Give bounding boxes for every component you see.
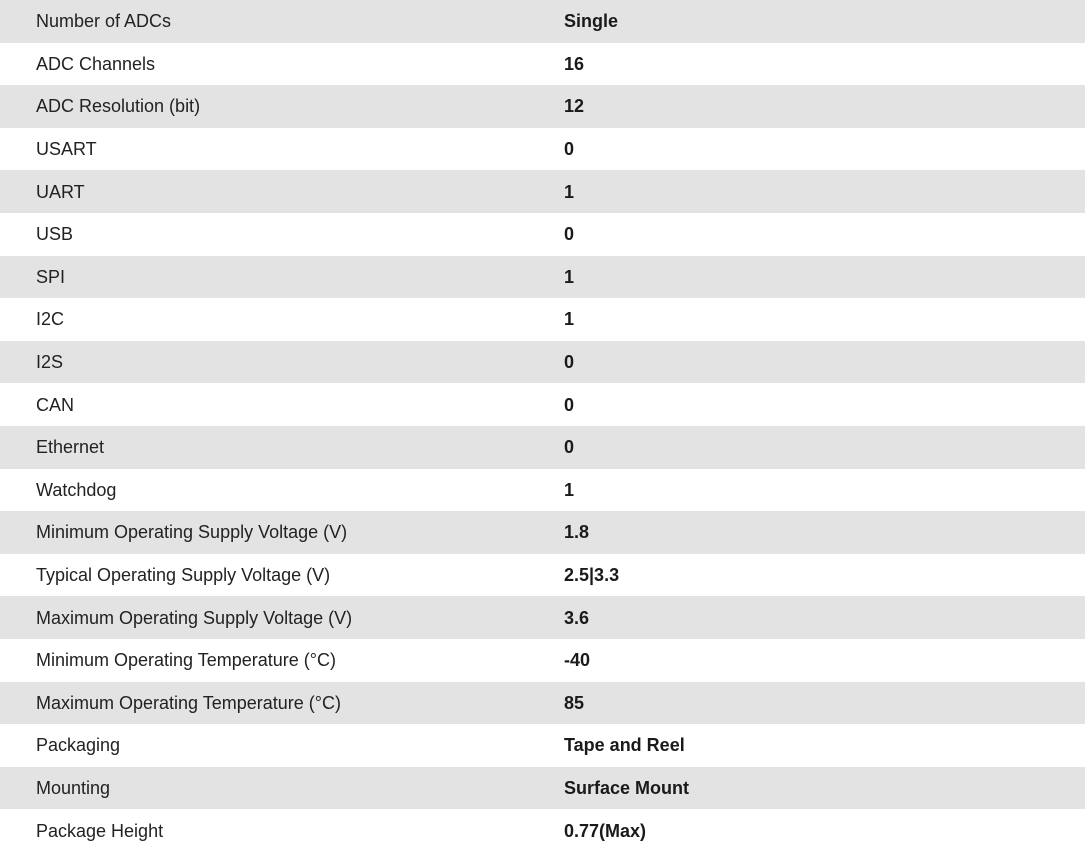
spec-label: USB — [36, 224, 74, 245]
spec-value: 1 — [564, 309, 575, 330]
spec-label: Package Height — [36, 820, 164, 841]
spec-label: Ethernet — [36, 437, 105, 458]
spec-row-packaging — [0, 724, 1085, 767]
spec-value: 0.77(Max) — [564, 820, 647, 841]
spec-row-max-supply-voltage — [0, 596, 1085, 639]
spec-value: 0 — [564, 394, 575, 415]
spec-value: 1.8 — [564, 522, 590, 543]
spec-value: 3.6 — [564, 607, 590, 628]
spec-label: UART — [36, 181, 85, 202]
spec-label: Typical Operating Supply Voltage (V) — [36, 565, 331, 586]
spec-value: Surface Mount — [564, 777, 690, 798]
spec-label: Packaging — [36, 735, 121, 756]
spec-row-number-of-adcs — [0, 0, 1085, 43]
spec-row-spi — [0, 256, 1085, 299]
spec-value: 1 — [564, 181, 575, 202]
spec-value: -40 — [564, 650, 591, 671]
spec-value: 1 — [564, 266, 575, 287]
spec-value: 0 — [564, 224, 575, 245]
spec-value: 12 — [564, 96, 585, 117]
spec-value: Single — [564, 11, 619, 32]
spec-value: 16 — [564, 53, 585, 74]
spec-row-i2c — [0, 298, 1085, 341]
spec-value: 0 — [564, 437, 575, 458]
spec-value: 0 — [564, 352, 575, 373]
spec-row-i2s — [0, 341, 1085, 384]
spec-label: ADC Channels — [36, 53, 156, 74]
spec-label: Mounting — [36, 777, 111, 798]
spec-row-adc-channels — [0, 43, 1085, 86]
spec-row-min-temperature — [0, 639, 1085, 682]
spec-row-typical-supply-voltage — [0, 554, 1085, 597]
spec-label: Maximum Operating Temperature (°C) — [36, 692, 341, 713]
spec-value: 85 — [564, 692, 585, 713]
spec-row-package-height — [0, 809, 1085, 852]
spec-value: Tape and Reel — [564, 735, 685, 756]
spec-label: Minimum Operating Temperature (°C) — [36, 650, 336, 671]
spec-row-adc-resolution — [0, 85, 1085, 128]
spec-row-min-supply-voltage — [0, 511, 1085, 554]
spec-label: I2S — [36, 352, 64, 373]
spec-label: ADC Resolution (bit) — [36, 96, 201, 117]
spec-label: USART — [36, 139, 97, 160]
spec-row-usb — [0, 213, 1085, 256]
spec-row-max-temperature — [0, 682, 1085, 725]
spec-label: Watchdog — [36, 479, 117, 500]
spec-row-can — [0, 383, 1085, 426]
spec-label: Number of ADCs — [36, 11, 172, 32]
spec-value: 2.5|3.3 — [564, 565, 620, 586]
spec-label: Maximum Operating Supply Voltage (V) — [36, 607, 353, 628]
spec-row-usart — [0, 128, 1085, 171]
spec-row-watchdog — [0, 469, 1085, 512]
spec-row-mounting — [0, 767, 1085, 810]
spec-label: SPI — [36, 266, 66, 287]
spec-label: I2C — [36, 309, 65, 330]
spec-value: 0 — [564, 139, 575, 160]
spec-label: CAN — [36, 394, 75, 415]
spec-label: Minimum Operating Supply Voltage (V) — [36, 522, 348, 543]
spec-value: 1 — [564, 479, 575, 500]
spec-row-ethernet — [0, 426, 1085, 469]
spec-row-uart — [0, 170, 1085, 213]
